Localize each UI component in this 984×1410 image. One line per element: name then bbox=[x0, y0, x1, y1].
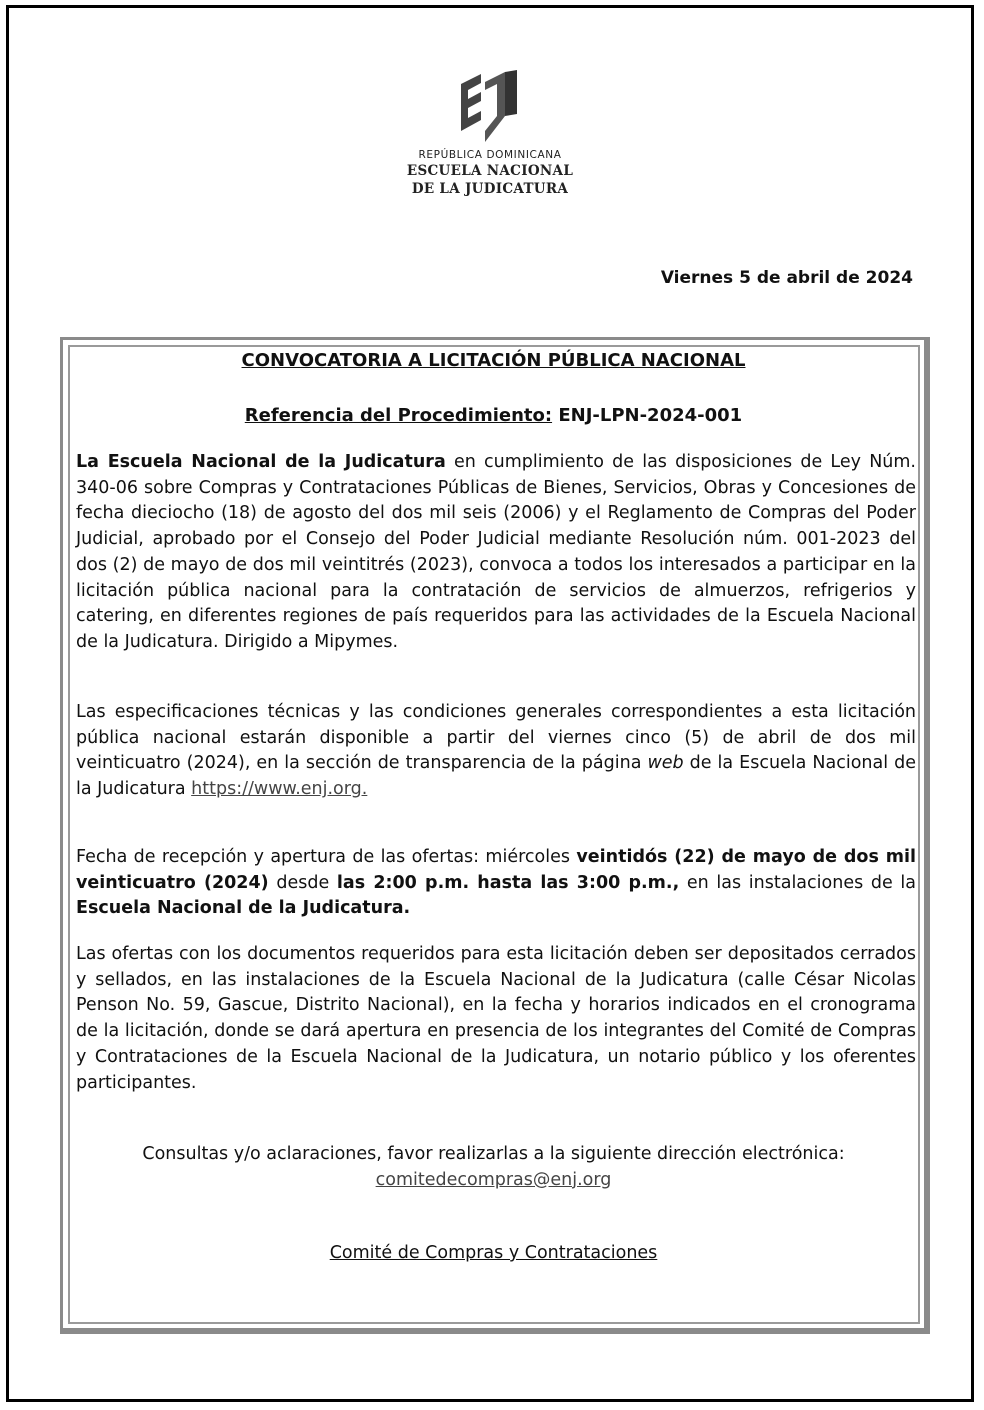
intro-entity: La Escuela Nacional de la Judicatura bbox=[76, 452, 446, 472]
reception-place: Escuela Nacional de la Judicatura. bbox=[76, 898, 411, 919]
reference-label: Referencia del Procedimiento: bbox=[244, 405, 553, 426]
specs-text-a: Las especificaciones técnicas y las condiciones generales correspondientes a esta licitación pública nacional estarán disponible a partir del viernes cinco (5) de abril de dos mil veinticuatro (2024), en la sección de transparencia de la página bbox=[76, 702, 916, 774]
procedure-reference bbox=[63, 405, 924, 426]
reception-hours: las 2:00 p.m. hasta las 3:00 p.m., bbox=[336, 872, 680, 893]
reception-text-3: en las instalaciones de la bbox=[679, 872, 916, 893]
publication-date: Viernes 5 de abril de 2024 bbox=[660, 268, 913, 288]
email-link[interactable]: comitedecompras@enj.org bbox=[375, 1169, 612, 1190]
logo-name-line2: DE LA JUDICATURA bbox=[411, 181, 569, 197]
specs-text-b: de la Escuela Nacional de la Judicatura bbox=[76, 753, 916, 800]
notice-title: CONVOCATORIA A LICITACIÓN PÚBLICA NACIONAL bbox=[241, 350, 746, 371]
enj-logo bbox=[395, 70, 585, 200]
reference-code: ENJ-LPN-2024-001 bbox=[552, 405, 743, 426]
intro-text: en cumplimiento de las disposiciones de Ley Núm. 340-06 sobre Compras y Contrataciones Públicas de Bienes, Servicios, Obras y Concesiones de fecha dieciocho (18) de agosto del dos mil seis (2006) y el Reglamento de Compras del Poder Judicial, aprobado por el Consejo del Poder Judicial mediante Resolución núm. 001-2023 del dos (2) de mayo de dos mil veintitrés (2023), convoca a todos los interesados a participar en la licitación pública nacional para la contratación de servicios de almuerzos, refrigerios y catering, en diferentes regiones de país requeridos para las actividades de la Escuela Nacional de la Judicatura. Dirigido a Mipymes. bbox=[76, 452, 916, 652]
consultation-text: Consultas y/o aclaraciones, favor realizarlas a la siguiente dirección electrónica: bbox=[142, 1144, 845, 1164]
notice-box bbox=[60, 337, 930, 1334]
paragraph-intro bbox=[76, 450, 916, 656]
logo-country: REPÚBLICA DOMINICANA bbox=[418, 149, 562, 161]
specs-web: web bbox=[647, 753, 684, 774]
reception-text-2: desde bbox=[268, 872, 337, 893]
website-link[interactable]: https://www.enj.org. bbox=[191, 779, 368, 800]
logo-name-line1: ESCUELA NACIONAL bbox=[406, 163, 574, 179]
paragraph-reception-date bbox=[76, 845, 916, 922]
paragraph-offers: Las ofertas con los documentos requeridos para esta licitación deben ser depositados cerrados y sellados, en las instalaciones de la Escuela Nacional de la Judicatura (calle César Nicolas Penson No. 59, Gascue, Distrito Nacional), en la fecha y horarios indicados en el cronograma de la licitación, donde se dará apertura en presencia de los integrantes del Comité de Compras y Contrataciones de la Escuela Nacional de la Judicatura, un notario público y los oferentes participantes. bbox=[76, 944, 916, 1093]
reception-text-1: Fecha de recepción y apertura de las ofertas: miércoles bbox=[76, 847, 577, 867]
consultation-block bbox=[63, 1142, 924, 1193]
signature-committee: Comité de Compras y Contrataciones bbox=[329, 1243, 658, 1263]
enj-emblem-icon bbox=[457, 70, 521, 144]
paragraph-specifications bbox=[76, 700, 916, 803]
reception-date: veintidós (22) de mayo de dos mil veinticuatro (2024) bbox=[76, 847, 916, 893]
